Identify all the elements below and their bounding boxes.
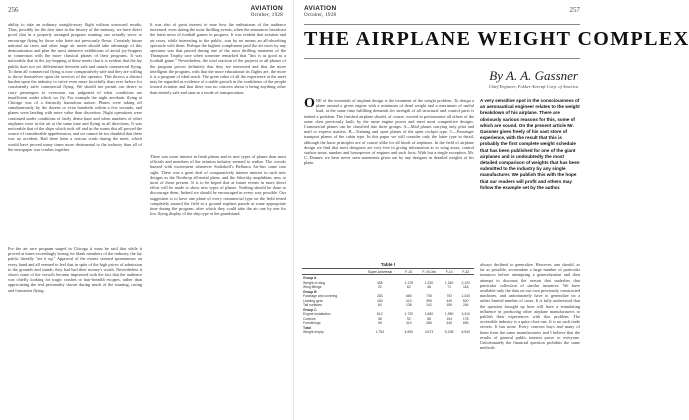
author-affiliation: Chief Engineer, Fokker Aircraft Corp. of America: [488, 84, 578, 89]
table-cell: 1,178: [404, 280, 414, 285]
table-cell: 792: [446, 294, 453, 299]
weight-table-grid: [302, 268, 474, 335]
table-row-label: Engine installation: [303, 312, 331, 317]
table-cell: 184: [376, 298, 383, 303]
table-cell: 1,754: [375, 330, 385, 335]
table-column-header: F-32: [457, 269, 474, 275]
page-number: 256: [8, 6, 19, 14]
masthead: [251, 5, 284, 19]
table-cell: 1,340: [461, 294, 470, 299]
table-row: [302, 330, 474, 334]
table-cell: 142: [426, 302, 432, 307]
table-row-label: Tail surfaces: [303, 302, 322, 307]
intro-blurb: A very sensitive spot in the consciousness of an aeronautical engineer relates to the weight breakdown of his airplane. There are obviously various reasons for this, some of which are sound. On the present article Mr. Gassner gives freely of his vast store of experience, with the result that this is probably the first complete weight schedule that has been published for one of the giant airplanes and is undoubtedly the most detailed comparison of weights that has been submitted to the industry by any single manufacturer. We publish this with the hope that our readers will profit and others may follow the example set by the author.: [480, 98, 580, 190]
table-column-header: F-14: [441, 269, 458, 275]
table-row-label: Furnishings: [303, 320, 321, 325]
table-cell: 48: [427, 284, 431, 289]
table-cell: 310: [405, 320, 412, 325]
article-body-column-2: always declined to generalize. However, one should, as far as possible, accumulate a large number of particular instances before attempting a generalization and then attempt to discount the reason that underlies that particular collection of similar instances. We have available only the data on our own previously constructed machines, and unfortunately have to generalize on a rather limited number of cases. It is fully understood that the question brought up here will have a stimulating influence in producing other airplane manufacturers to publish their experiences with this problem. The accessible industry is a quite close one. It is no such trade secrets. It has none. Every concern buys and many of them from the same manufacturers and I believe that the results of general public interest prove to everyone. Unfortunately the financial question prohibits the same methods.: [480, 262, 580, 351]
table-row-label: Weight empty: [303, 330, 324, 335]
article-text: NE of the essentials of airplane design is the treatment of the weight problem. To design a plane around a given engine with a minimum of dead weight and a maximum of useful load, at the same time fulfilling demands for strength of all structural and control parts is indeed a problem. The finished airplane should, of course, exceed in performance all others of the same class previously built, by the same engine power and meet most competitive designs. Commercial planes can be classified into three groups: A—Mail planes carrying only pilot and mail or express matters. B—Training and sport planes of the open cockpit type. C—Passenger transport planes of the cabin type. In this paper we will consider only the latter type in detail, although the basic principles are of course alike for all kinds of airplanes. In the field of airplane design we find that most designers are very free in giving information as to wing areas, control surface areas, number and horsepower of engines and such facts. With but a single exception, Mr. C. Donner, we have never seen statements given out by any designer as detailed weights of his plane.: [304, 98, 474, 166]
table-body: [302, 275, 474, 335]
table-cell: 71: [447, 284, 452, 289]
table-cell: 820: [462, 298, 469, 303]
article-headline: THE AIRPLANE WEIGHT COMPLEX: [304, 28, 689, 50]
byline: By A. A. Gassner: [489, 68, 578, 83]
masthead-title: AVIATION: [250, 5, 283, 12]
table-cell: 410: [405, 298, 412, 303]
table-cell: 64: [377, 302, 382, 307]
table-cell: 1,340: [444, 280, 454, 285]
table-cell: 5,198: [444, 330, 454, 335]
table-cell: 4,573: [424, 330, 434, 335]
right-page: [294, 0, 689, 420]
table-row-label: Weight of wing: [303, 280, 326, 285]
table-cell: 1,230: [424, 280, 434, 285]
table-group-label: Group A: [303, 276, 317, 281]
body-column-2: It was also of great interest to note how the enthusiasm of the audience increased, even during the most thrilling events, when the announcer broadcast the latest news of football games in progress. It was evident that aviation and air races, while interesting to the public, was by no means an all-absorbing spectacle with them. Perhaps the highest compliment paid the air races by any spectator was that passed during one of the most thrilling moments of the Thompson Trophy race when someone remarked that "this is as good as a football game." Nevertheless, the total reaction of the projects to all phases of the program proves definitely that they are interested and that the more intelligent the program, with that the more educational its flights are, the more it is a program of ideal reach. The great value of all the experience at the meet may be regarded as evidence of a stable growth in the confidence of the people toward aviation and that there was no concern about it being anything other than entirely safe and sane as a mode of transportation.: [150, 22, 286, 95]
left-page: [0, 0, 294, 420]
table-cell: 1,950: [444, 312, 454, 317]
table-row-label: Wing fittings: [303, 284, 322, 289]
table-cell: 285: [426, 320, 432, 325]
table-group-label: Total: [303, 326, 311, 331]
table-cell: 118: [463, 284, 469, 289]
table-column-header: Super-Universal: [359, 269, 400, 275]
table-cell: 283: [376, 294, 383, 299]
table-column-header: F-10: [401, 269, 418, 275]
table-title: Table I: [380, 262, 396, 267]
body-column-1: ability to take an ordinary straight-away flight without untoward results. Thus, possibly for the first time in the history of the industry, we have direct proof that in a properly arranged program stunting can actually serve to encourage flying by those who have not previously flown. Certainly future national air races and other large air meets should take advantage of this demonstration and plan the most intensive exhibitions of aerial joy-hoppers in connection with the more classical phases of their programs. It was noticeable that in the joy-hopping at these meets that it is evident that the lay public does not yet differentiate between safe and unsafe commercial flying. To them all commercial flying is now comparatively safe and they are willing to throw themselves upon the services of the operator. This throws a distinct burden upon the industry to strive even more forcefully than ever before for consistently safer commercial flying. We should not permit our desire to carry passengers to overcome our judgment of what conditions are insufficient under which we fly. For example the night aerobatic flying at Chicago was of a distinctly hazardous nature. Planes were taking off simultaneously by the dozens or even hundreds within a few seconds, and planes were landing with more value than discretion. Night operations were continued under conditions of fairly dense haze and when numbers of other airplanes were in the air at the same time and flying in all directions. It was noticeable that of the ships which took off and in the stunts this all proved the source of considerable apprehension, and we cannot be too thankful that there was no accident. Had there been a serious crash during the meet, which would have proved many times more detrimental to the industry than all of the newspaper war crashes together.: [8, 22, 142, 152]
table-row-label: Controls: [303, 316, 316, 321]
table-cell: 138: [405, 302, 412, 307]
table-cell: 395: [426, 298, 432, 303]
table-cell: 455: [376, 280, 383, 285]
table-cell: 1,720: [404, 312, 414, 317]
headline-rule-bottom: [304, 58, 580, 59]
masthead-date: October, 1928: [304, 13, 337, 18]
table-cell: 104: [446, 316, 453, 321]
table-cell: 612: [376, 312, 383, 317]
table-cell: 440: [446, 298, 453, 303]
masthead-title: AVIATION: [304, 5, 337, 12]
table-cell: 22: [377, 284, 382, 289]
table-cell: 88: [427, 316, 431, 321]
masthead-date: October, 1928: [250, 13, 283, 18]
table-cell: 690: [462, 320, 469, 325]
article-body-column-1: [304, 98, 474, 258]
table-cell: 92: [406, 316, 411, 321]
table-cell: 62: [406, 284, 411, 289]
table-cell: 1,680: [424, 312, 434, 317]
table-column-header: F-VII-3m: [417, 269, 441, 275]
table-group-label: Group C: [303, 308, 317, 313]
drop-cap: O: [304, 96, 315, 111]
table-cell: 705: [426, 294, 432, 299]
masthead: [304, 5, 337, 19]
headline-rule-top: [304, 24, 580, 25]
body-column-1b: For the air race program staged in Chicago it must be said that while it proved at times exceedingly boring for blank members of the industry, the lay public literally "ate it up." Approval of the events seemed spontaneous on every hand and all seemed to feel that in spite of the high prices of admission to the grounds and stands, they had had their money's worth. Nevertheless it shows some of the crowd's became impressed with the fact that the audience was chiefly looking for tragic crashes or hair-breadth escapes, rather than appreciating the real personality shown during much of the stunting, racing and formation flying.: [8, 246, 142, 293]
table-cell: 345: [446, 320, 453, 325]
table-cell: 38: [377, 316, 382, 321]
table-cell: 264: [462, 302, 469, 307]
table-cell: 96: [377, 320, 382, 325]
table-cell: 4,590: [404, 330, 414, 335]
table-cell: 178: [462, 316, 469, 321]
table-row-label: Fuselage and covering: [303, 294, 338, 299]
weight-table: [302, 262, 474, 412]
body-column-2b: There was more interest in freak planes and in new types of planes than most officials and members of the aviation industry seemed to realize. The crowds buzzed with excitement whenever Stoltzhoff's Bellanca Air-bus came into sight. There was a great deal of comparatively intense interest in such new designs as the Northrop all-metal plane, and the Sikorsky amphibian, new to most of those present. It is to be hoped that at future events in more direct effort will be made to show new types of planes. Nothing should be done to discourage them. Indeed we should be encouraged in every way possible. Our suggestion is to have one plane of every commercial type on the field tested completely around the field in a ground airplane parade at some appropriate time during the program, after which they could take the air one by one for low flying display of the ship type at the grandstand.: [150, 154, 286, 217]
table-cell: 2,120: [461, 280, 470, 285]
page-number: 257: [569, 6, 580, 14]
table-cell: 3,410: [461, 312, 470, 317]
table-group-label: Group B: [303, 290, 317, 295]
table-cell: 680: [405, 294, 412, 299]
table-cell: 8,940: [461, 330, 470, 335]
table-cell: 156: [446, 302, 453, 307]
table-row-label: Landing gear: [303, 298, 323, 303]
